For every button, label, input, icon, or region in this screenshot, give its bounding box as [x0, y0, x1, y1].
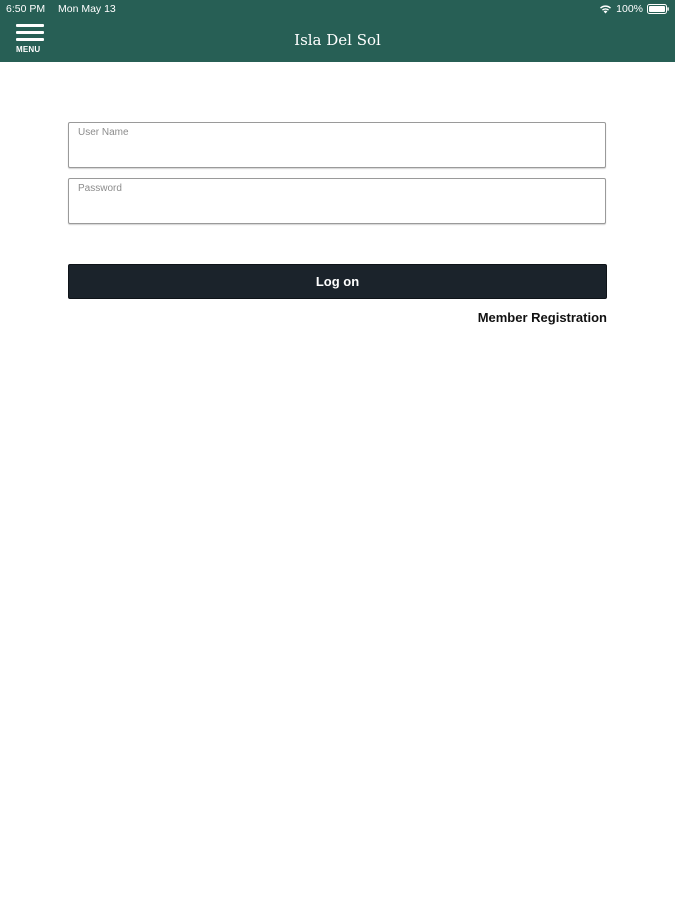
- battery-icon: [647, 4, 669, 14]
- status-bar: [0, 0, 675, 18]
- password-field[interactable]: [68, 178, 606, 224]
- status-indicators: [599, 0, 669, 18]
- username-label: User Name: [78, 127, 129, 138]
- menu-label: MENU: [16, 45, 41, 54]
- password-input[interactable]: [77, 198, 595, 220]
- app-header: [0, 0, 675, 62]
- wifi-icon: [599, 4, 612, 14]
- password-label: Password: [78, 183, 122, 194]
- username-field[interactable]: [68, 122, 606, 168]
- log-on-button[interactable]: Log on: [68, 264, 607, 299]
- battery-percentage: 100%: [616, 3, 643, 15]
- username-input[interactable]: [77, 142, 595, 164]
- status-date: Mon May 13: [58, 3, 116, 15]
- page-title: Isla Del Sol: [294, 31, 381, 49]
- menu-bar-line: [16, 24, 44, 27]
- member-registration-link[interactable]: Member Registration: [477, 310, 607, 325]
- status-time: 6:50 PM: [6, 3, 46, 15]
